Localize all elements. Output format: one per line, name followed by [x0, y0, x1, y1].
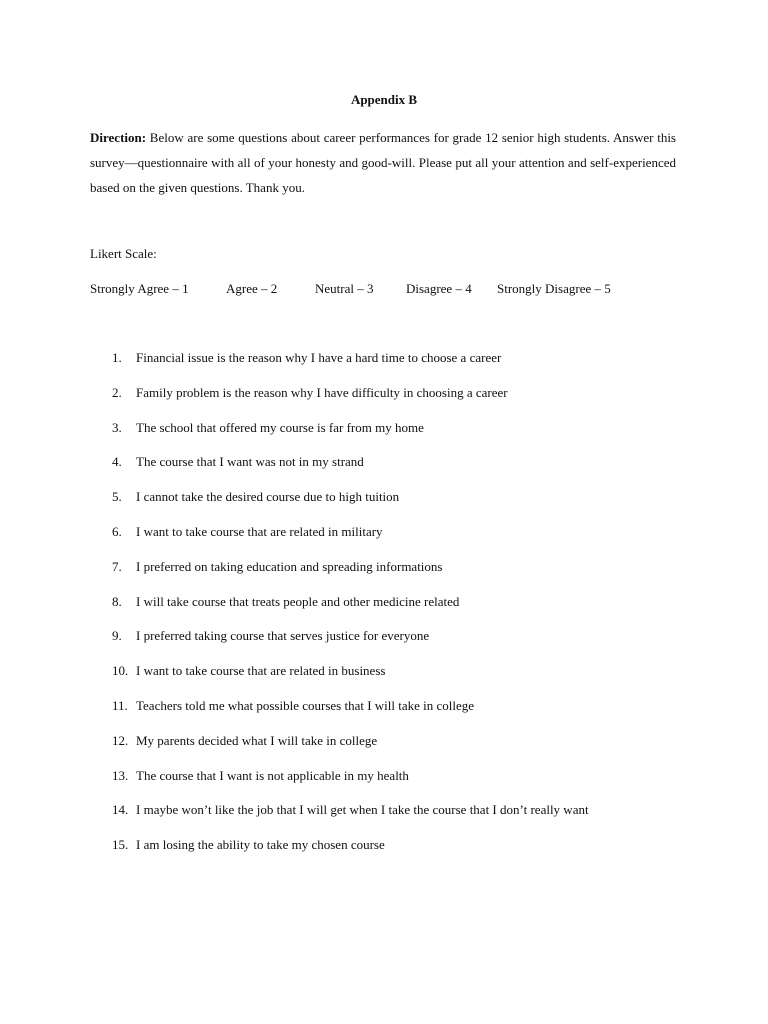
question-item	[0, 802, 768, 837]
likert-scale-label: Likert Scale:	[90, 246, 157, 261]
question-text: I want to take course that are related in business	[136, 663, 386, 679]
question-item	[0, 663, 768, 698]
question-number: 1.	[112, 350, 122, 365]
scale-strongly-disagree: Strongly Disagree – 5	[497, 281, 611, 296]
question-text: The course that I want was not in my strand	[136, 454, 364, 470]
question-text: I preferred on taking education and spreading informations	[136, 558, 443, 574]
question-number: 15.	[112, 837, 129, 853]
question-number: 14.	[112, 802, 129, 818]
question-item	[0, 698, 768, 733]
question-text: Financial issue is the reason why I have a hard time to choose a career	[136, 350, 502, 365]
question-item	[0, 594, 768, 629]
scale-neutral: Neutral – 3	[315, 281, 374, 296]
question-text: I am losing the ability to take my chosen course	[136, 837, 385, 853]
question-text: I will take course that treats people and other medicine related	[136, 593, 460, 609]
question-item	[0, 733, 768, 768]
question-text: I preferred taking course that serves justice for everyone	[136, 628, 430, 644]
question-text: The course that I want is not applicable in my health	[136, 767, 409, 783]
page-title: Appendix B	[350, 92, 418, 107]
question-number: 5.	[112, 489, 122, 505]
question-number: 4.	[112, 454, 122, 470]
question-item	[0, 559, 768, 594]
scale-strongly-agree: Strongly Agree – 1	[90, 281, 189, 296]
question-number: 8.	[112, 593, 122, 609]
question-text: Teachers told me what possible courses that I will take in college	[136, 697, 475, 713]
question-item	[0, 454, 768, 489]
question-number: 10.	[112, 663, 129, 679]
question-item	[0, 385, 768, 420]
direction-paragraph	[90, 125, 676, 200]
question-item	[0, 350, 768, 385]
question-list	[0, 350, 768, 872]
scale-agree: Agree – 2	[226, 281, 278, 296]
question-text: My parents decided what I will take in college	[136, 732, 378, 748]
question-number: 9.	[112, 628, 122, 644]
question-number: 7.	[112, 558, 122, 574]
question-text: Family problem is the reason why I have difficulty in choosing a career	[136, 384, 508, 400]
question-text: I maybe won’t like the job that I will get when I take the course that I don’t really want	[136, 802, 589, 818]
direction-text: Below are some questions about career performances for grade 12 senior high students. Answer this survey—questionnaire with all of your honesty and good-will. Please put all your attention and self-experienced based on the given questions. Thank you.	[90, 130, 676, 195]
question-number: 6.	[112, 523, 122, 539]
question-item	[0, 420, 768, 455]
direction-label: Direction:	[90, 130, 147, 145]
question-text: I cannot take the desired course due to high tuition	[136, 489, 400, 505]
question-text: The school that offered my course is far from my home	[136, 419, 424, 435]
question-number: 12.	[112, 732, 129, 748]
question-item	[0, 768, 768, 803]
question-number: 2.	[112, 384, 122, 400]
likert-scale-row	[90, 281, 690, 301]
question-text: I want to take course that are related in military	[136, 523, 383, 539]
question-number: 11.	[112, 697, 128, 713]
question-number: 13.	[112, 767, 129, 783]
question-item	[0, 837, 768, 872]
question-item	[0, 628, 768, 663]
scale-disagree: Disagree – 4	[406, 281, 472, 296]
question-item	[0, 524, 768, 559]
question-number: 3.	[112, 419, 122, 435]
question-item	[0, 489, 768, 524]
